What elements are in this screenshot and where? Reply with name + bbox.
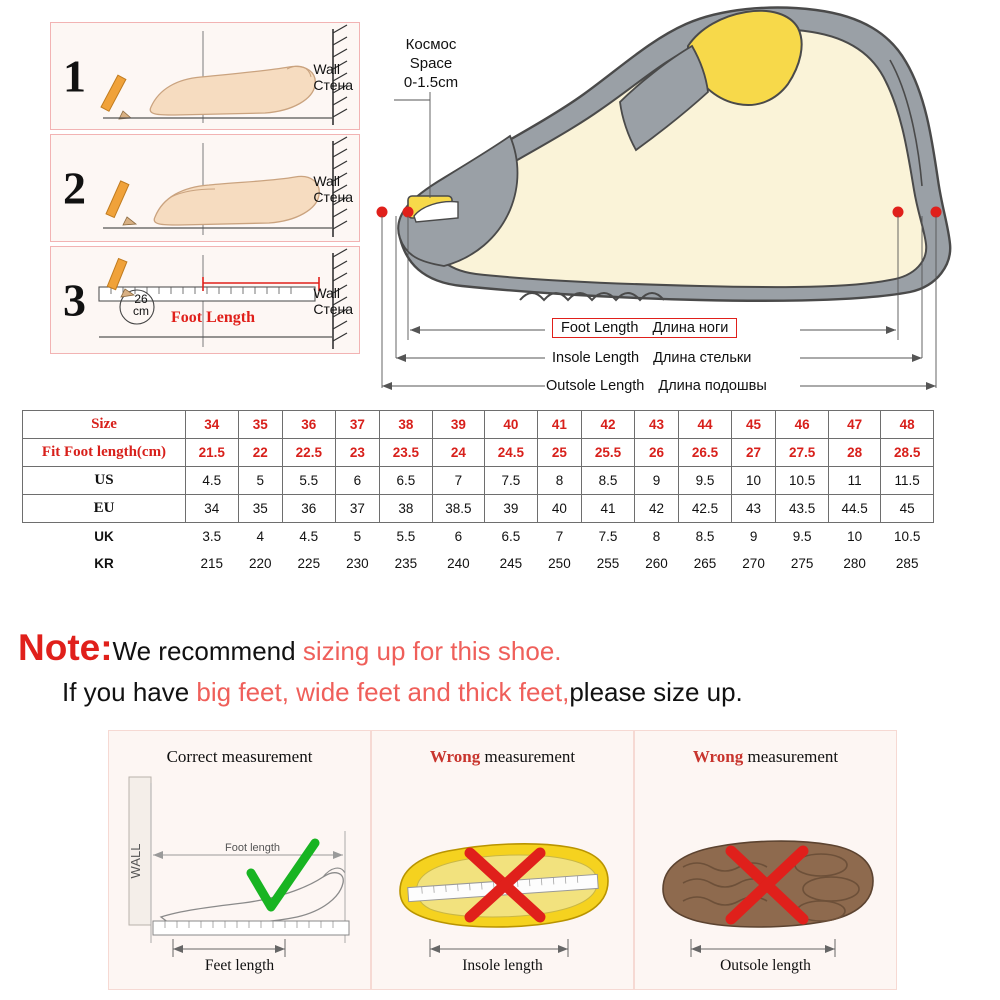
wall-label-en: Wall — [313, 61, 341, 77]
cell: 43 — [634, 411, 679, 439]
ruler-value: 26 — [134, 292, 148, 306]
step-number: 1 — [63, 50, 86, 102]
cell: 39 — [485, 495, 538, 523]
cell: 7 — [555, 529, 564, 544]
measurement-label-en: Insole Length — [552, 350, 640, 366]
cell: 27.5 — [776, 439, 829, 467]
cell: 3.5 — [202, 529, 222, 544]
measurement-label-ru: Длина ноги — [652, 320, 729, 336]
cell: 24.5 — [485, 439, 538, 467]
measurement-examples — [108, 730, 898, 990]
cell: 6 — [335, 467, 380, 495]
outsole-illustration — [635, 731, 898, 991]
cell: 42.5 — [679, 495, 732, 523]
cell: 36 — [283, 411, 336, 439]
wall-label-en: Wall — [313, 285, 341, 301]
cell: 48 — [881, 411, 934, 439]
step-number: 2 — [63, 162, 86, 214]
cell: 215 — [200, 556, 224, 571]
cell: 4.5 — [186, 467, 239, 495]
cell: 42 — [582, 411, 635, 439]
cell: 240 — [447, 556, 470, 571]
cell: 45 — [731, 411, 776, 439]
cell: 5.5 — [283, 467, 336, 495]
cell: 41 — [582, 495, 635, 523]
cell: 265 — [693, 556, 717, 571]
cell: 9 — [634, 467, 679, 495]
panel-title-first: Wrong — [429, 747, 481, 766]
note-line1-part-a: We recommend — [112, 636, 303, 666]
cell: 275 — [790, 556, 814, 571]
cell: 9.5 — [792, 529, 812, 544]
cell: 5 — [238, 467, 283, 495]
wall-label-3 — [313, 285, 353, 317]
wall-label-ru: Стена — [313, 301, 353, 318]
cell: 280 — [843, 556, 866, 571]
cell: 37 — [335, 411, 380, 439]
cell: 6 — [454, 529, 463, 544]
panel-title-first: Wrong — [692, 747, 744, 766]
cell: 21.5 — [186, 439, 239, 467]
cell: 22.5 — [283, 439, 336, 467]
cell: 24 — [432, 439, 485, 467]
cell: 47 — [828, 411, 881, 439]
cell: 26.5 — [679, 439, 732, 467]
cell: 8 — [652, 529, 661, 544]
table-row — [23, 439, 934, 467]
panel-title-rest: measurement — [743, 747, 839, 766]
measurement-outsole-length — [546, 378, 767, 394]
panel-caption: Insole length — [462, 957, 543, 974]
cell: 38.5 — [432, 495, 485, 523]
panel-wrong-outsole — [634, 730, 897, 990]
cell: 10.5 — [776, 467, 829, 495]
cell: 8 — [537, 467, 582, 495]
table-row — [23, 495, 934, 523]
cell: 6.5 — [501, 529, 521, 544]
row-header: Size — [23, 411, 186, 439]
note-keyword: Note: — [18, 627, 113, 668]
cell: 7.5 — [598, 529, 618, 544]
cell: 6.5 — [380, 467, 433, 495]
svg-text:Foot length: Foot length — [225, 842, 281, 854]
cell: 10.5 — [894, 529, 921, 544]
measurement-label-en: Outsole Length — [546, 378, 645, 394]
cell: 9 — [749, 529, 758, 544]
cell: 23.5 — [380, 439, 433, 467]
panel-wrong-insole — [371, 730, 634, 990]
panel-correct-measurement — [108, 730, 371, 990]
cell: 40 — [485, 411, 538, 439]
row-header: UK — [94, 529, 114, 544]
panel-title-rest: measurement — [217, 747, 313, 766]
cell: 26 — [634, 439, 679, 467]
step-box-1 — [50, 22, 360, 130]
cell: 255 — [596, 556, 620, 571]
note-line-1 — [18, 628, 983, 669]
cell: 38 — [380, 411, 433, 439]
note-line2-part-c: please size up. — [569, 676, 743, 707]
cell: 25.5 — [582, 439, 635, 467]
cell: 5.5 — [396, 529, 416, 544]
cell: 28.5 — [881, 439, 934, 467]
measurement-label-ru: Длина стельки — [653, 350, 752, 366]
cell: 43.5 — [776, 495, 829, 523]
step-box-3 — [50, 246, 360, 354]
space-label-en: Space — [409, 54, 453, 72]
cell: 36 — [283, 495, 336, 523]
cell: 7.5 — [485, 467, 538, 495]
ruler-unit: cm — [133, 304, 149, 318]
space-label — [388, 36, 474, 92]
cell: 42 — [634, 495, 679, 523]
cell: 11 — [828, 467, 881, 495]
wall-label-ru: Стена — [313, 189, 353, 206]
cell: 260 — [645, 556, 668, 571]
note-line1-part-b: sizing up for this shoe. — [302, 636, 562, 666]
cell: 35 — [238, 495, 283, 523]
cell: 5 — [353, 529, 362, 544]
step-box-2 — [50, 134, 360, 242]
cell: 23 — [335, 439, 380, 467]
svg-text:WALL: WALL — [128, 843, 143, 879]
cell: 40 — [537, 495, 582, 523]
cell: 250 — [548, 556, 571, 571]
insole-illustration — [372, 731, 635, 991]
table-row — [23, 523, 934, 551]
cell: 235 — [394, 556, 418, 571]
measure-steps-panel — [50, 22, 360, 358]
note-line-2 — [62, 677, 983, 708]
cell: 34 — [186, 495, 239, 523]
size-conversion-table — [22, 410, 934, 577]
panel-title-rest: measurement — [480, 747, 576, 766]
panel-title-first: Correct — [166, 747, 218, 766]
step-number: 3 — [63, 274, 86, 326]
panel-caption: Feet length — [204, 957, 275, 974]
cell: 41 — [537, 411, 582, 439]
cell: 8.5 — [695, 529, 715, 544]
note-line2-part-b: big feet, wide feet and thick feet, — [196, 676, 570, 707]
cell: 220 — [249, 556, 272, 571]
wall-label-en: Wall — [313, 173, 341, 189]
row-header: EU — [23, 495, 186, 523]
cell: 22 — [238, 439, 283, 467]
cell: 25 — [537, 439, 582, 467]
cell: 8.5 — [582, 467, 635, 495]
cell: 4.5 — [299, 529, 319, 544]
measurement-label-ru: Длина подошвы — [658, 378, 767, 394]
cell: 7 — [432, 467, 485, 495]
panel-caption: Outsole length — [720, 957, 811, 974]
cell: 44.5 — [828, 495, 881, 523]
table-row — [23, 550, 934, 577]
correct-measurement-illustration — [109, 731, 372, 991]
wall-label-ru: Стена — [313, 77, 353, 94]
cell: 4 — [256, 529, 265, 544]
cell: 45 — [881, 495, 934, 523]
table-row — [23, 467, 934, 495]
cell: 35 — [238, 411, 283, 439]
cell: 245 — [499, 556, 523, 571]
table-row — [23, 411, 934, 439]
measurement-label-en: Foot Length — [561, 320, 639, 336]
cell: 39 — [432, 411, 485, 439]
cell: 34 — [186, 411, 239, 439]
cell: 10 — [847, 529, 863, 544]
measurement-insole-length — [552, 350, 751, 366]
row-header: KR — [94, 556, 114, 571]
wall-label-2 — [313, 173, 353, 205]
ruler-reading — [123, 293, 159, 317]
cell: 28 — [828, 439, 881, 467]
cell: 270 — [742, 556, 765, 571]
space-label-ru: Космос — [405, 36, 457, 53]
cell: 285 — [895, 556, 919, 571]
cell: 11.5 — [881, 467, 934, 495]
measurement-foot-length — [552, 320, 737, 336]
cell: 44 — [679, 411, 732, 439]
cell: 46 — [776, 411, 829, 439]
cell: 10 — [731, 467, 776, 495]
row-header: Fit Foot length(cm) — [23, 439, 186, 467]
cell: 37 — [335, 495, 380, 523]
cell: 43 — [731, 495, 776, 523]
cell: 38 — [380, 495, 433, 523]
wall-label-1 — [313, 61, 353, 93]
cell: 9.5 — [679, 467, 732, 495]
cell: 225 — [297, 556, 321, 571]
row-header: US — [23, 467, 186, 495]
cell: 230 — [346, 556, 369, 571]
note-section — [18, 628, 983, 708]
space-value: 0-1.5cm — [403, 73, 459, 91]
cell: 27 — [731, 439, 776, 467]
note-line2-part-a: If you have — [62, 676, 197, 707]
foot-in-shoe-diagram — [370, 0, 1000, 400]
foot-length-label: Foot Length — [171, 309, 255, 326]
